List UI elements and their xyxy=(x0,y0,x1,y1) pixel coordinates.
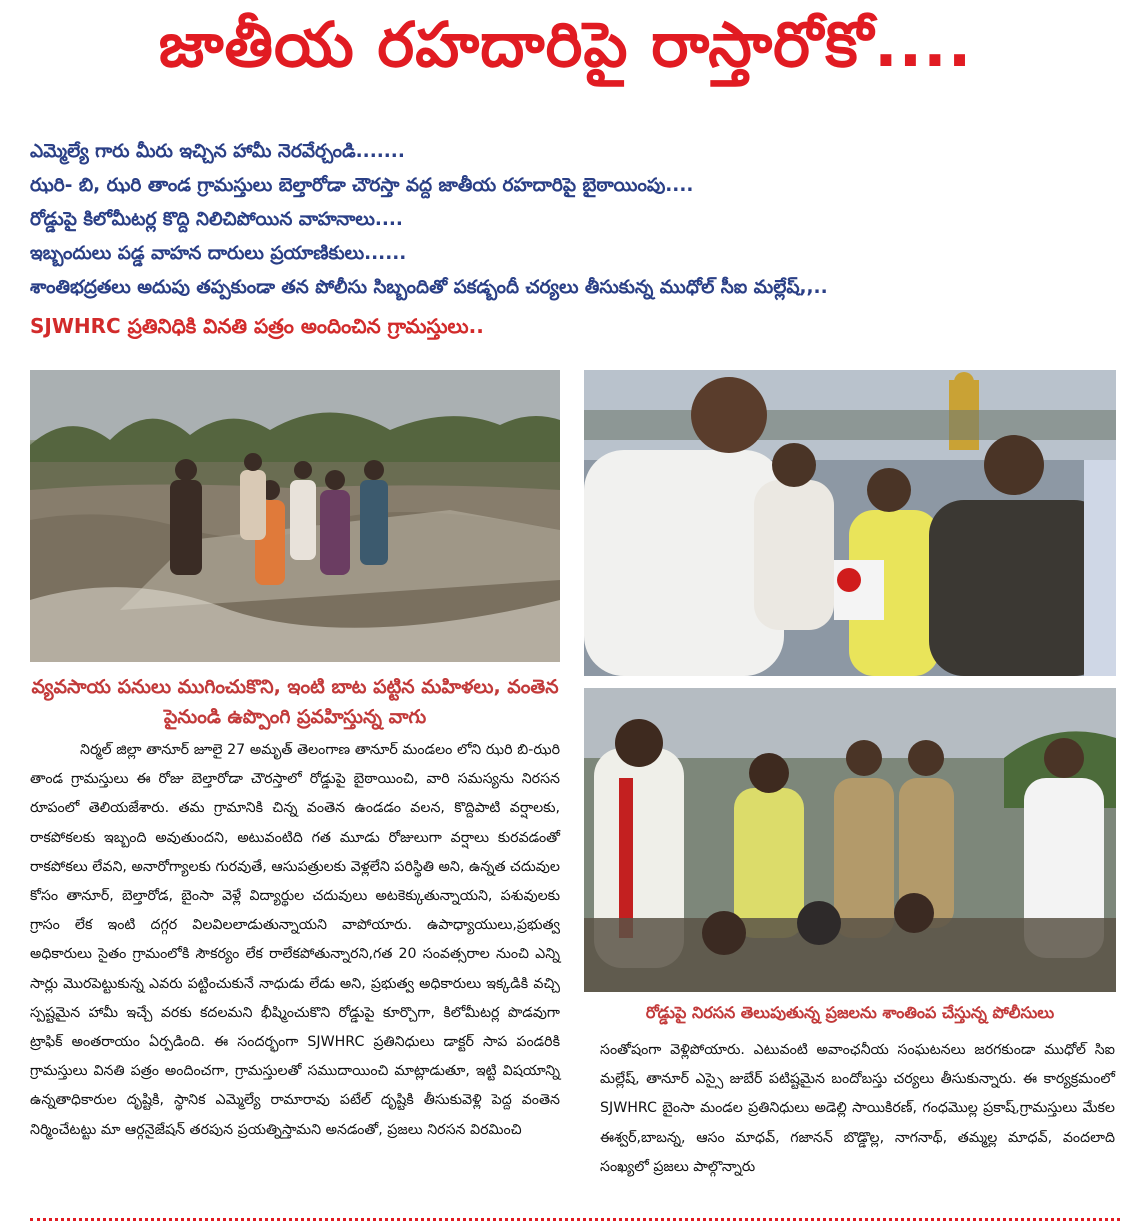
headline: జాతీయ రహదారిపై రాస్తారోకో.... xyxy=(158,8,973,81)
highlight-subheading: SJWHRC ప్రతినిధికి వినతి పత్రం అందించిన గ్రామస్తులు.. xyxy=(30,314,484,338)
page-bottom-divider xyxy=(30,1218,1120,1231)
article-body-column-2: సంతోషంగా వెళ్లిపోయారు. ఎటువంటి అవాంఛనీయ సంఘటనలు జరగకుండా ముధోల్ సిఐ మల్లేష్, తానూర్ ఎస్సై జుబేర్ పటిష్టమైన బందోబస్తు చర్యలు తీసుకున్నారు. ఈ కార్యక్రమంలో SJWHRC బైంసా మండల ప్రతినిధులు అడెల్లి సాయికిరణ్, గంధమొల్ల ప్రకాష్,గ్రామస్తులు మేకల ఈశ్వర్,బాబన్న, ఆసం మాధవ్, గజానన్ బొడ్డొల్ల, నాగనాథ్, తమ్మల్ల మాధవ్, వందలాది సంఖ్యలో ప్రజలు పాల్గొన్నారు xyxy=(600,1042,1115,1175)
subheading-1: ఎమ్మెల్యే గారు మీరు ఇచ్చిన హామీ నెరవేర్చండి....... xyxy=(30,141,405,162)
press-interview-photo xyxy=(584,370,1116,676)
article-body-column-1: నిర్మల్ జిల్లా తానూర్ జూలై 27 అమృత్ తెలంగాణ తానూర్ మండలం లోని ఝరి బి-ఝరి తాండ గ్రామస్తులు ఈ రోజు బెల్తారోడా చౌరస్తాలో రోడ్డుపై బైఠాయించి, వారి సమస్యను నిరసన రూపంలో తెలియజేశారు. తమ గ్రామానికి చిన్న వంతెన ఉండడం వలన, కొద్దిపాటి వర్షాలకు, రాకపోకలకు ఇబ్బంది అవుతుందని, అటువంటిది గత మూడు రోజులుగా వర్షాలు కురవడంతో రాకపోకలు లేవని, అనారోగ్యాలకు గురవుతే, ఆసుపత్రులకు వెళ్లలేని పరిస్థితి అని, ఉన్నత చదువుల కోసం తానూర్, బెల్తారోడ, బైంసా వెళ్లే విద్యార్థుల చదువులు అటకెక్కుతున్నాయని, పశువులకు గ్రాసం లేక ఇంటి దగ్గర విలవిలలాడుతున్నాయని వాపోయారు. ఉపాధ్యాయులు,ప్రభుత్వ అధికారులు సైతం గ్రామంలోకి సౌకర్యం లేక రాలేకపోతున్నారని,గత 20 సంవత్సరాల నుంచి ఎన్ని సార్లు మొరపెట్టుకున్న ఎవరు పట్టించుకునే నాధుడు లేడు అని, ప్రభుత్వ అధికారులు ఇక్కడికి వచ్చి స్పష్టమైన హామీ ఇచ్చే వరకు కదలమని భీష్మించుకొని రోడ్డుపై కూర్చొగా, కిలోమీటర్ల పొడవుగా ట్రాఫిక్ అంతరాయం ఏర్పడింది. ఈ సందర్భంగా SJWHRC ప్రతినిధులు డాక్టర్ సాప పండరికి గ్రామస్తులు వినతి పత్రం అందించగా, గ్రామస్తులతో సముదాయించి మాట్లాడుతూ, ఇట్టి విషయాన్ని ఉన్నతాధికారుల దృష్టికి, స్థానిక ఎమ్మెల్యే రామారావు పటేల్ దృష్టికి తీసుకువెళ్లి పెద్ద వంతెన నిర్మించేటట్టు మా ఆర్గనైజేషన్ తరపున ప్రయత్నిస్తామని అనడంతో, ప్రజలు నిరసన విరమించి xyxy=(30,742,560,1138)
police-photo-illustration xyxy=(584,688,1116,992)
subheading-2: ఝరి- బి, ఝరి తాండ గ్రామస్తులు బెల్తారోడా చౌరస్తా వద్ద జాతీయ రహదారిపై బైఠాయింపు.... xyxy=(30,175,694,196)
subheadings xyxy=(30,135,1120,343)
police-protest-photo xyxy=(584,688,1116,992)
subheading-4: ఇబ్బందులు పడ్డ వాహన దారులు ప్రయాణికులు...... xyxy=(30,243,407,264)
flood-crossing-photo xyxy=(30,370,560,662)
subheading-5: శాంతిభద్రతలు అదుపు తప్పకుండా తన పోలీసు సిబ్బందితో పకడ్బందీ చర్యలు తీసుకున్న ముధోల్ సీఐ మల్లేష్,,.. xyxy=(30,277,828,298)
flood-photo-illustration xyxy=(30,370,560,662)
flood-photo-caption: వ్యవసాయ పనులు ముగించుకొని, ఇంటి బాట పట్టిన మహిళలు, వంతెన పైనుండి ఉప్పొంగి ప్రవహిస్తున్న వాగు xyxy=(31,676,559,728)
interview-photo-illustration xyxy=(584,370,1116,676)
police-photo-caption: రోడ్డుపై నిరసన తెలుపుతున్న ప్రజలను శాంతింప చేస్తున్న పోలీసులు xyxy=(645,1003,1055,1022)
subheading-3: రోడ్డుపై కిలోమీటర్ల కొద్ది నిలిచిపోయిన వాహనాలు.... xyxy=(30,209,403,230)
